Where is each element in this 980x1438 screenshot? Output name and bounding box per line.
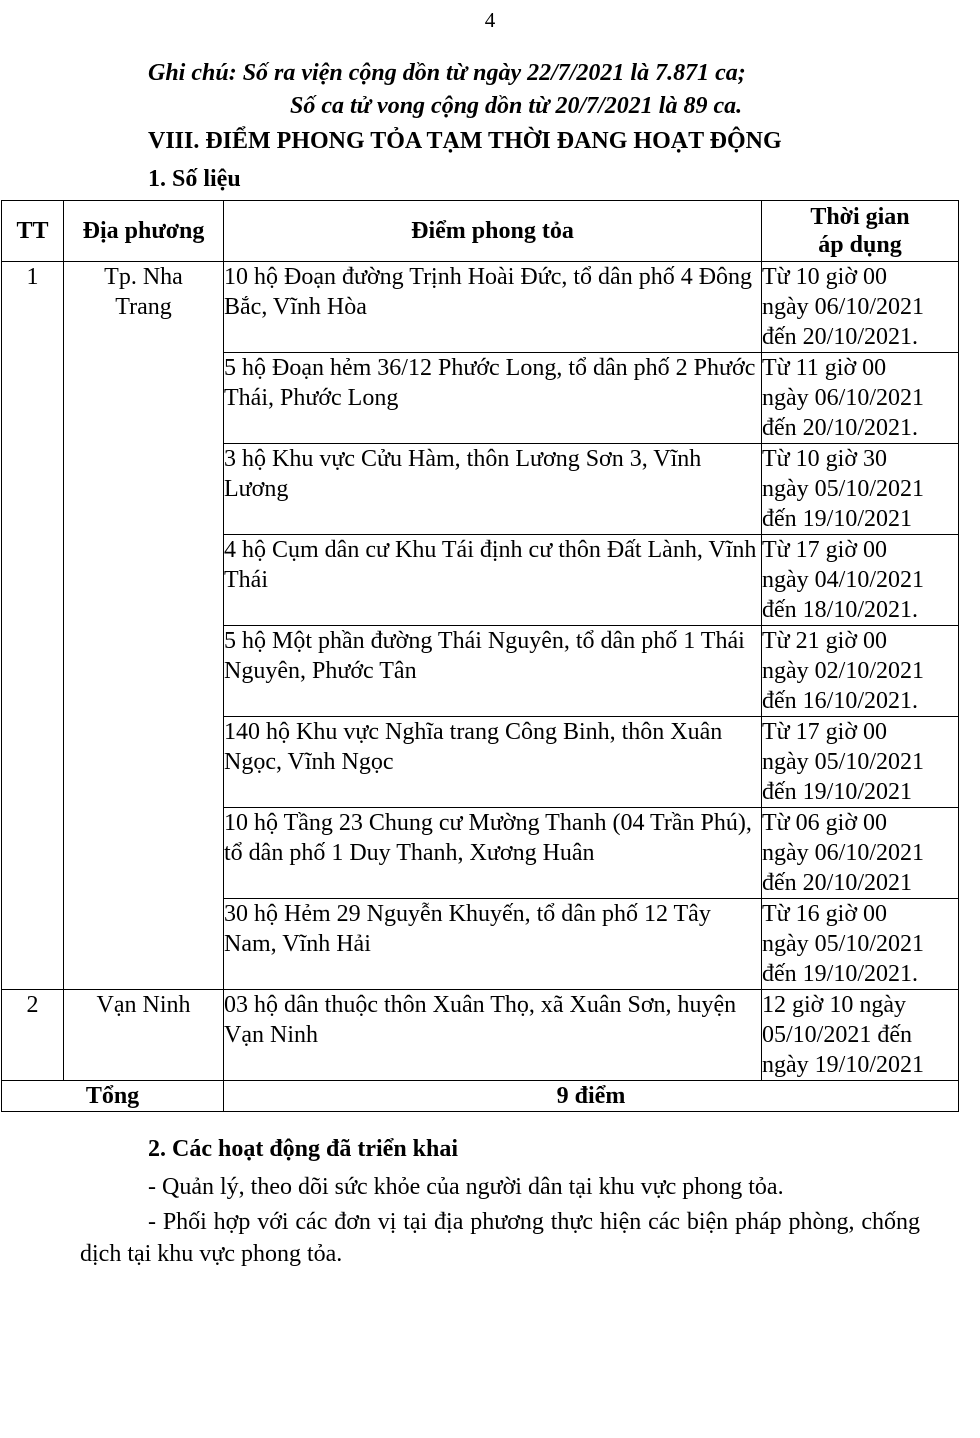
total-value: 9 điểm — [224, 1081, 959, 1112]
activity-item: - Phối hợp với các đơn vị tại địa phương thực hiện các biện pháp phòng, chống dịch tại khu vực phong tỏa. — [80, 1209, 920, 1267]
time-line: đến 20/10/2021. — [762, 415, 918, 441]
time-line: ngày 02/10/2021 — [762, 658, 924, 684]
time-line: ngày 04/10/2021 — [762, 567, 924, 593]
table-row — [2, 262, 959, 353]
cell-time — [762, 262, 959, 353]
activity-item: - Quản lý, theo dõi sức khỏe của người dân tại khu vực phong tỏa. — [148, 1174, 784, 1200]
time-line: Từ 06 giờ 00 — [762, 810, 888, 836]
cell-point: 5 hộ Đoạn hẻm 36/12 Phước Long, tổ dân phố 2 Phước Thái, Phước Long — [224, 353, 762, 444]
cell-tt: 2 — [2, 990, 64, 1081]
time-line: đến 19/10/2021 — [762, 506, 912, 532]
cell-point: 10 hộ Tầng 23 Chung cư Mường Thanh (04 Trần Phú), tổ dân phố 1 Duy Thanh, Xương Huân — [224, 808, 762, 899]
cell-time — [762, 353, 959, 444]
section-title: VIII. ĐIỂM PHONG TỎA TẠM THỜI ĐANG HOẠT ĐỘNG — [148, 128, 782, 154]
time-line: ngày 05/10/2021 — [762, 749, 924, 775]
cell-point: 5 hộ Một phần đường Thái Nguyên, tổ dân phố 1 Thái Nguyên, Phước Tân — [224, 626, 762, 717]
time-line: Từ 10 giờ 00 — [762, 264, 888, 290]
time-line: đến 19/10/2021. — [762, 961, 918, 987]
subsection-title: 1. Số liệu — [148, 166, 241, 192]
time-line: Từ 21 giờ 00 — [762, 628, 888, 654]
locality-line-2: Trang — [115, 294, 172, 320]
time-line: 05/10/2021 đến — [762, 1022, 912, 1048]
table-header-row — [2, 201, 959, 262]
cell-time — [762, 717, 959, 808]
time-line: Từ 11 giờ 00 — [762, 355, 887, 381]
cell-time — [762, 444, 959, 535]
time-line: đến 19/10/2021 — [762, 779, 912, 805]
locality-line-1: Tp. Nha — [104, 264, 183, 290]
total-label: Tổng — [2, 1081, 224, 1112]
header-time — [762, 201, 959, 262]
time-line: Từ 17 giờ 00 — [762, 719, 888, 745]
cell-point: 4 hộ Cụm dân cư Khu Tái định cư thôn Đất Lành, Vĩnh Thái — [224, 535, 762, 626]
time-line: ngày 06/10/2021 — [762, 840, 924, 866]
cell-time — [762, 808, 959, 899]
table-body — [2, 262, 959, 1112]
time-line: đến 20/10/2021. — [762, 324, 918, 350]
activities-title: 2. Các hoạt động đã triển khai — [148, 1136, 459, 1162]
time-line: ngày 19/10/2021 — [762, 1052, 924, 1078]
cell-locality — [64, 262, 224, 990]
cell-locality — [64, 990, 224, 1081]
time-line: Từ 17 giờ 00 — [762, 537, 888, 563]
time-line: ngày 06/10/2021 — [762, 294, 924, 320]
cell-time — [762, 990, 959, 1081]
note-line-2: Số ca tử vong cộng dồn từ 20/7/2021 là 89 ca. — [290, 93, 743, 119]
cell-point: 10 hộ Đoạn đường Trịnh Hoài Đức, tổ dân phố 4 Đông Bắc, Vĩnh Hòa — [224, 262, 762, 353]
time-line: Từ 10 giờ 30 — [762, 446, 888, 472]
header-time-line-2: áp dụng — [818, 232, 902, 258]
table-row — [2, 990, 959, 1081]
cell-point: 3 hộ Khu vực Cửu Hàm, thôn Lương Sơn 3, Vĩnh Lương — [224, 444, 762, 535]
cell-time — [762, 535, 959, 626]
time-line: Từ 16 giờ 00 — [762, 901, 888, 927]
locality-line-1: Vạn Ninh — [96, 992, 191, 1018]
header-point: Điểm phong tỏa — [224, 201, 762, 262]
cell-time — [762, 899, 959, 990]
header-tt: TT — [2, 201, 64, 262]
cell-point: 03 hộ dân thuộc thôn Xuân Thọ, xã Xuân Sơn, huyện Vạn Ninh — [224, 990, 762, 1081]
time-line: 12 giờ 10 ngày — [762, 992, 907, 1018]
time-line: ngày 05/10/2021 — [762, 476, 924, 502]
header-locality: Địa phương — [64, 201, 224, 262]
header-time-line-1: Thời gian — [810, 204, 910, 230]
time-line: đến 16/10/2021. — [762, 688, 918, 714]
lockdown-table — [1, 200, 959, 1112]
time-line: ngày 05/10/2021 — [762, 931, 924, 957]
cell-time — [762, 626, 959, 717]
note-line-1: Ghi chú: Số ra viện cộng dồn từ ngày 22/7/2021 là 7.871 ca; — [148, 60, 746, 86]
cell-point: 140 hộ Khu vực Nghĩa trang Công Binh, thôn Xuân Ngọc, Vĩnh Ngọc — [224, 717, 762, 808]
cell-point: 30 hộ Hẻm 29 Nguyễn Khuyến, tổ dân phố 12 Tây Nam, Vĩnh Hải — [224, 899, 762, 990]
time-line: đến 18/10/2021. — [762, 597, 918, 623]
time-line: ngày 06/10/2021 — [762, 385, 924, 411]
page-number: 4 — [484, 8, 496, 32]
total-row — [2, 1081, 959, 1112]
time-line: đến 20/10/2021 — [762, 870, 912, 896]
cell-tt: 1 — [2, 262, 64, 990]
